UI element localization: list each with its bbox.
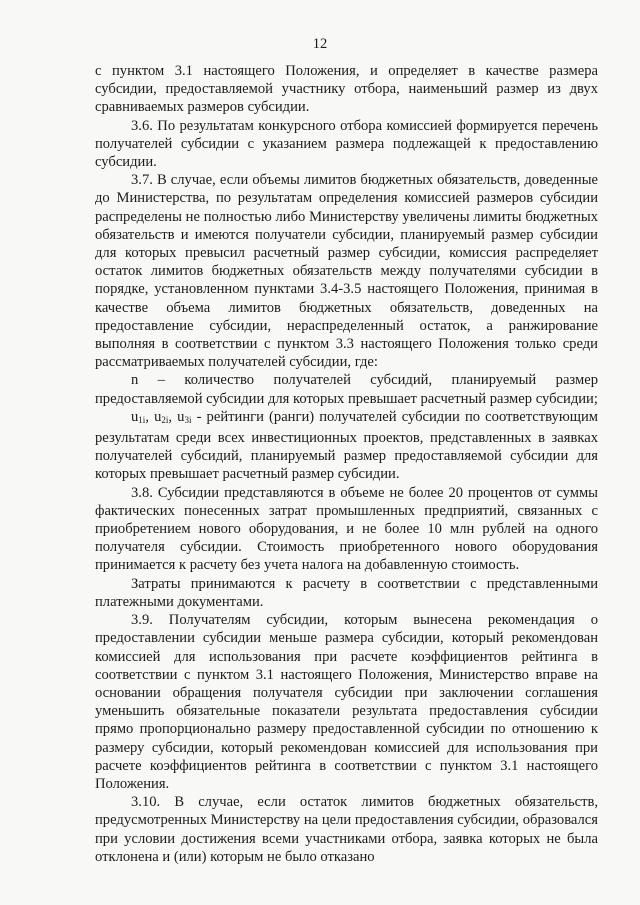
rank-definition-text: - рейтинги (ранги) получателей субсидии по соответствующим результатам среди всех инвестиционных проектов, представленных в заявках получателей субсидий, планируемый размер предоставляемой субсидии для которых превышает расчетный размер субсидии. xyxy=(95,408,599,483)
rank-symbol-3: $u_{3i}$ xyxy=(177,408,192,425)
paragraph-continuation: с пунктом 3.1 настоящего Положения, и определяет в качестве размера субсидии, предоставляемой участнику отбора, наименьший размер из двух сравниваемых размеров субсидии. xyxy=(95,63,598,116)
paragraph-3-8: 3.8. Субсидии представляются в объеме не более 20 процентов от суммы фактических понесенных затрат промышленных предприятий, связанных с приобретением нового оборудования, и не более 10 млн рублей на одного получателя субсидии. Стоимость приобретенного нового оборудования принимается к расчету без учета налога на добавленную стоимость. xyxy=(95,484,598,574)
paragraph-3-9: 3.9. Получателям субсидии, которым вынесена рекомендация о предоставлении субсидии меньше размера субсидии, который рекомендован комиссией для использования при расчете коэффициентов рейтинга в соответствии с пунктом 3.1 настоящего Положения, Министерство вправе на основании обращения получателя субсидии при заключении соглашения уменьшить обязательные показатели результата предоставления субсидии прямо пропорционально размеру предоставленной субсидии по отношению к размеру субсидии, который рекомендован комиссией для использования при расчете коэффициентов рейтинга в соответствии с пунктом 3.1 настоящего Положения. xyxy=(95,612,598,792)
rank-symbol-1: $u_{1i}$, xyxy=(131,408,155,425)
paragraph-n-definition: n – количество получателей субсидий, планируемый размер предоставляемой субсидии для которых превышает расчетный размер субсидии; xyxy=(95,372,598,407)
rank-symbol-2: $u_{2i}$, xyxy=(154,408,178,425)
paragraph-3-7: 3.7. В случае, если объемы лимитов бюджетных обязательств, доведенные до Министерства, по результатам определения комиссией размеров субсидии распределены не полностью либо Министерству увеличены лимиты бюджетных обязательств и имеются получатели субсидии, планируемый размер субсидии для которых превысил расчетный размер субсидии, комиссия распределяет остаток лимитов бюджетных обязательств между получателями субсидии в порядке, установленном пунктами 3.4-3.5 настоящего Положения, принимая в качестве объема лимитов бюджетных обязательств, доведенных на предоставление субсидии, нераспределенный остаток, а ранжирование выполняя в соответствии с пунктом 3.3 настоящего Положения только среди рассматриваемых получателей субсидии, где: xyxy=(95,172,598,371)
paragraph-3-10: 3.10. В случае, если остаток лимитов бюджетных обязательств, предусмотренных Министерству на цели предоставления субсидии, образовался при условии достижения всеми участниками отбора, заявка которых не была отклонена и (или) которым не было отказано xyxy=(95,794,598,865)
paragraph-3-6: 3.6. По результатам конкурсного отбора комиссией формируется перечень получателей субсидии с указанием размера подлежащей к предоставлению субсидии. xyxy=(95,117,598,171)
page-number: 12 xyxy=(312,36,328,52)
paragraph-rank-definition xyxy=(95,408,598,484)
document-body xyxy=(95,62,598,866)
paragraph-costs: Затраты принимаются к расчету в соответствии с представленными платежными документами. xyxy=(95,575,598,610)
